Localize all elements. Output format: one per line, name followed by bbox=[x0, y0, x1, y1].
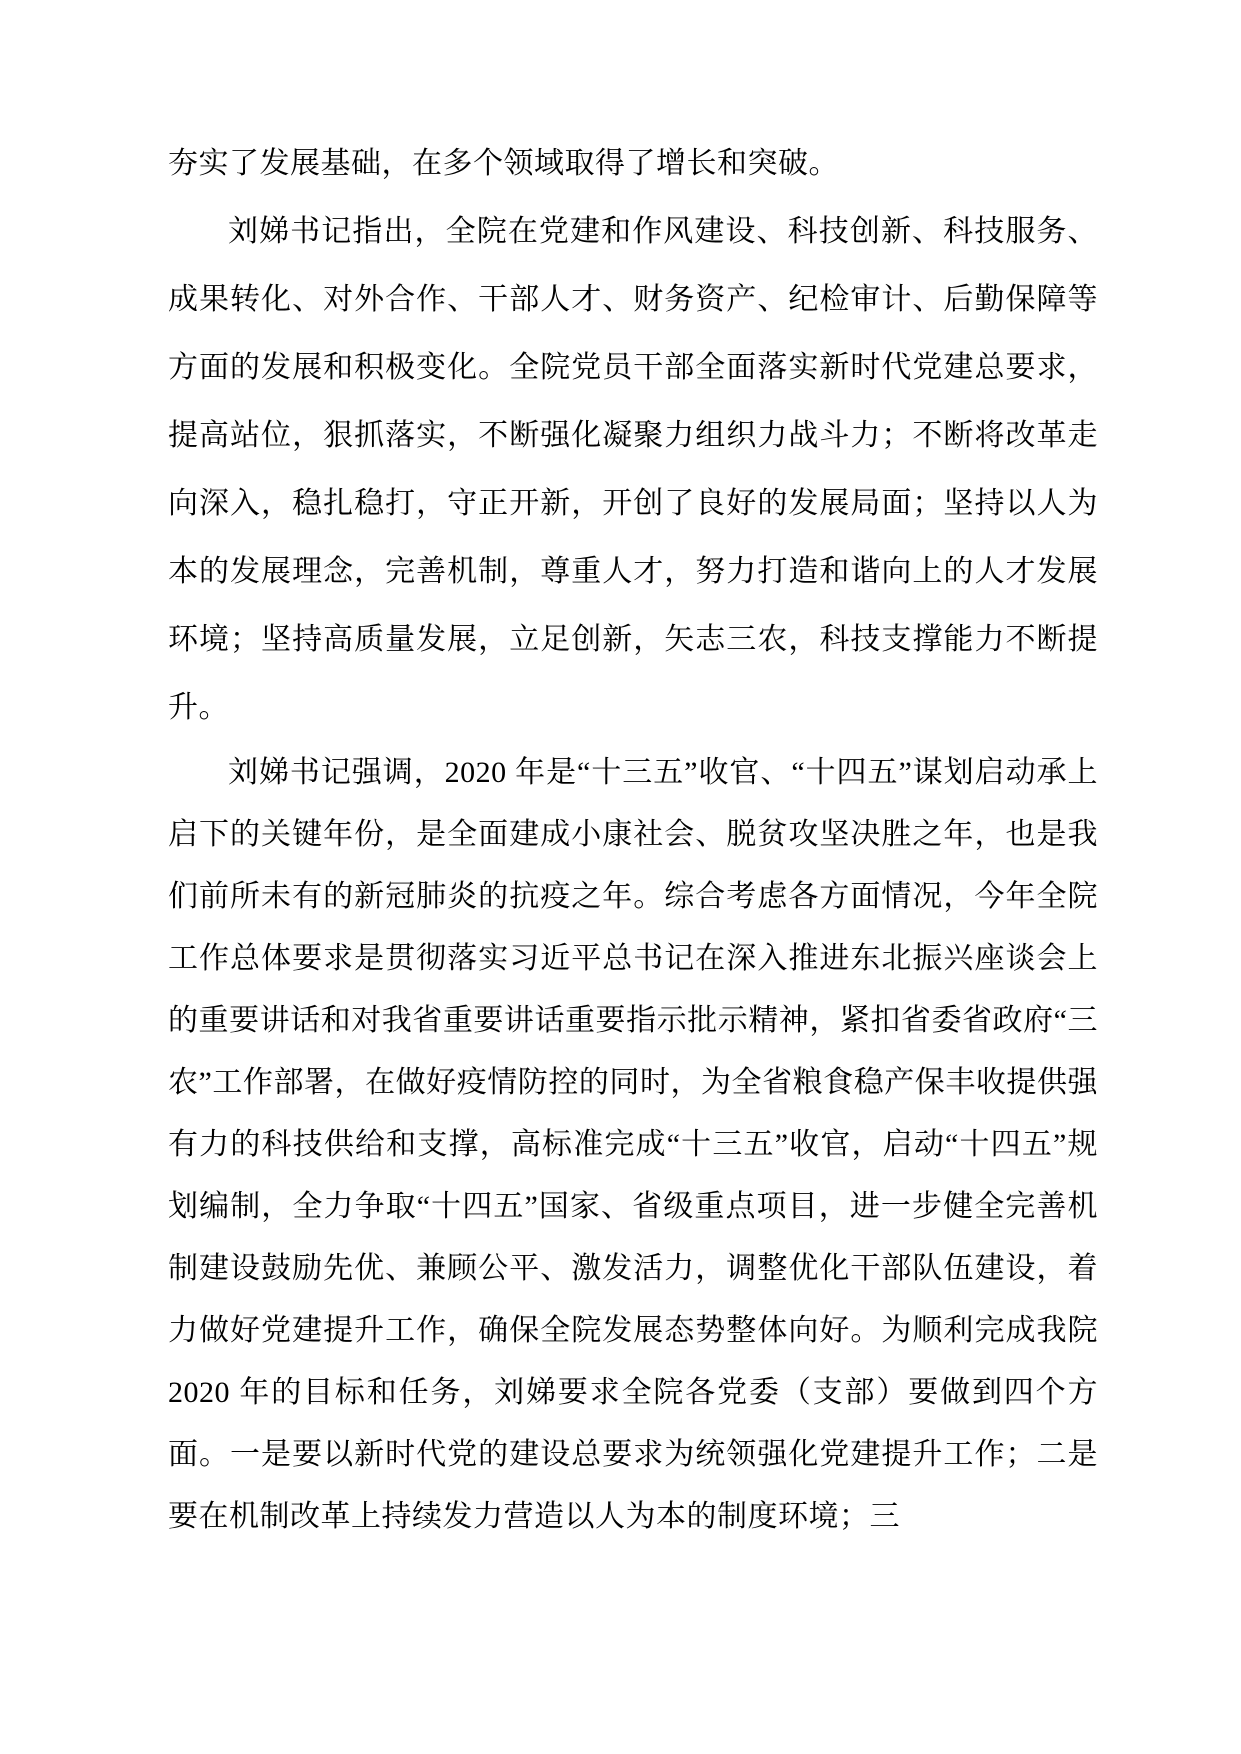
paragraph-1: 夯实了发展基础，在多个领域取得了增长和突破。 bbox=[168, 147, 839, 180]
paragraph-2: 刘娣书记指出，全院在党建和作风建设、科技创新、科技服务、成果转化、对外合作、干部人才、财务资产、纪检审计、后勤保障等方面的发展和积极变化。全院党员干部全面落实新时代党建总要求，提高站位，狠抓落实，不断强化凝聚力组织力战斗力；不断将改革走向深入，稳扎稳打，守正开新，开创了良好的发展局面；坚持以人为本的发展理念，完善机制，尊重人才，努力打造和谐向上的人才发展环境；坚持高质量发展，立足创新，矢志三农，科技支撑能力不断提升。 bbox=[168, 215, 1098, 724]
document-body bbox=[168, 130, 1098, 1548]
paragraph-3: 刘娣书记强调，2020 年是“十三五”收官、“十四五”谋划启动承上启下的关键年份，是全面建成小康社会、脱贫攻坚决胜之年，也是我们前所未有的新冠肺炎的抗疫之年。综合考虑各方面情况，今年全院工作总体要求是贯彻落实习近平总书记在深入推进东北振兴座谈会上的重要讲话和对我省重要讲话重要指示批示精神，紧扣省委省政府“三农”工作部署，在做好疫情防控的同时，为全省粮食稳产保丰收提供强有力的科技供给和支撑，高标准完成“十三五”收官，启动“十四五”规划编制，全力争取“十四五”国家、省级重点项目，进一步健全完善机制建设鼓励先优、兼顾公平、激发活力，调整优化干部队伍建设，着力做好党建提升工作，确保全院发展态势整体向好。为顺利完成我院 2020 年的目标和任务，刘娣要求全院各党委（支部）要做到四个方面。一是要以新时代党的建设总要求为统领强化党建提升工作；二是要在机制改革上持续发力营造以人为本的制度环境；三 bbox=[168, 756, 1098, 1533]
